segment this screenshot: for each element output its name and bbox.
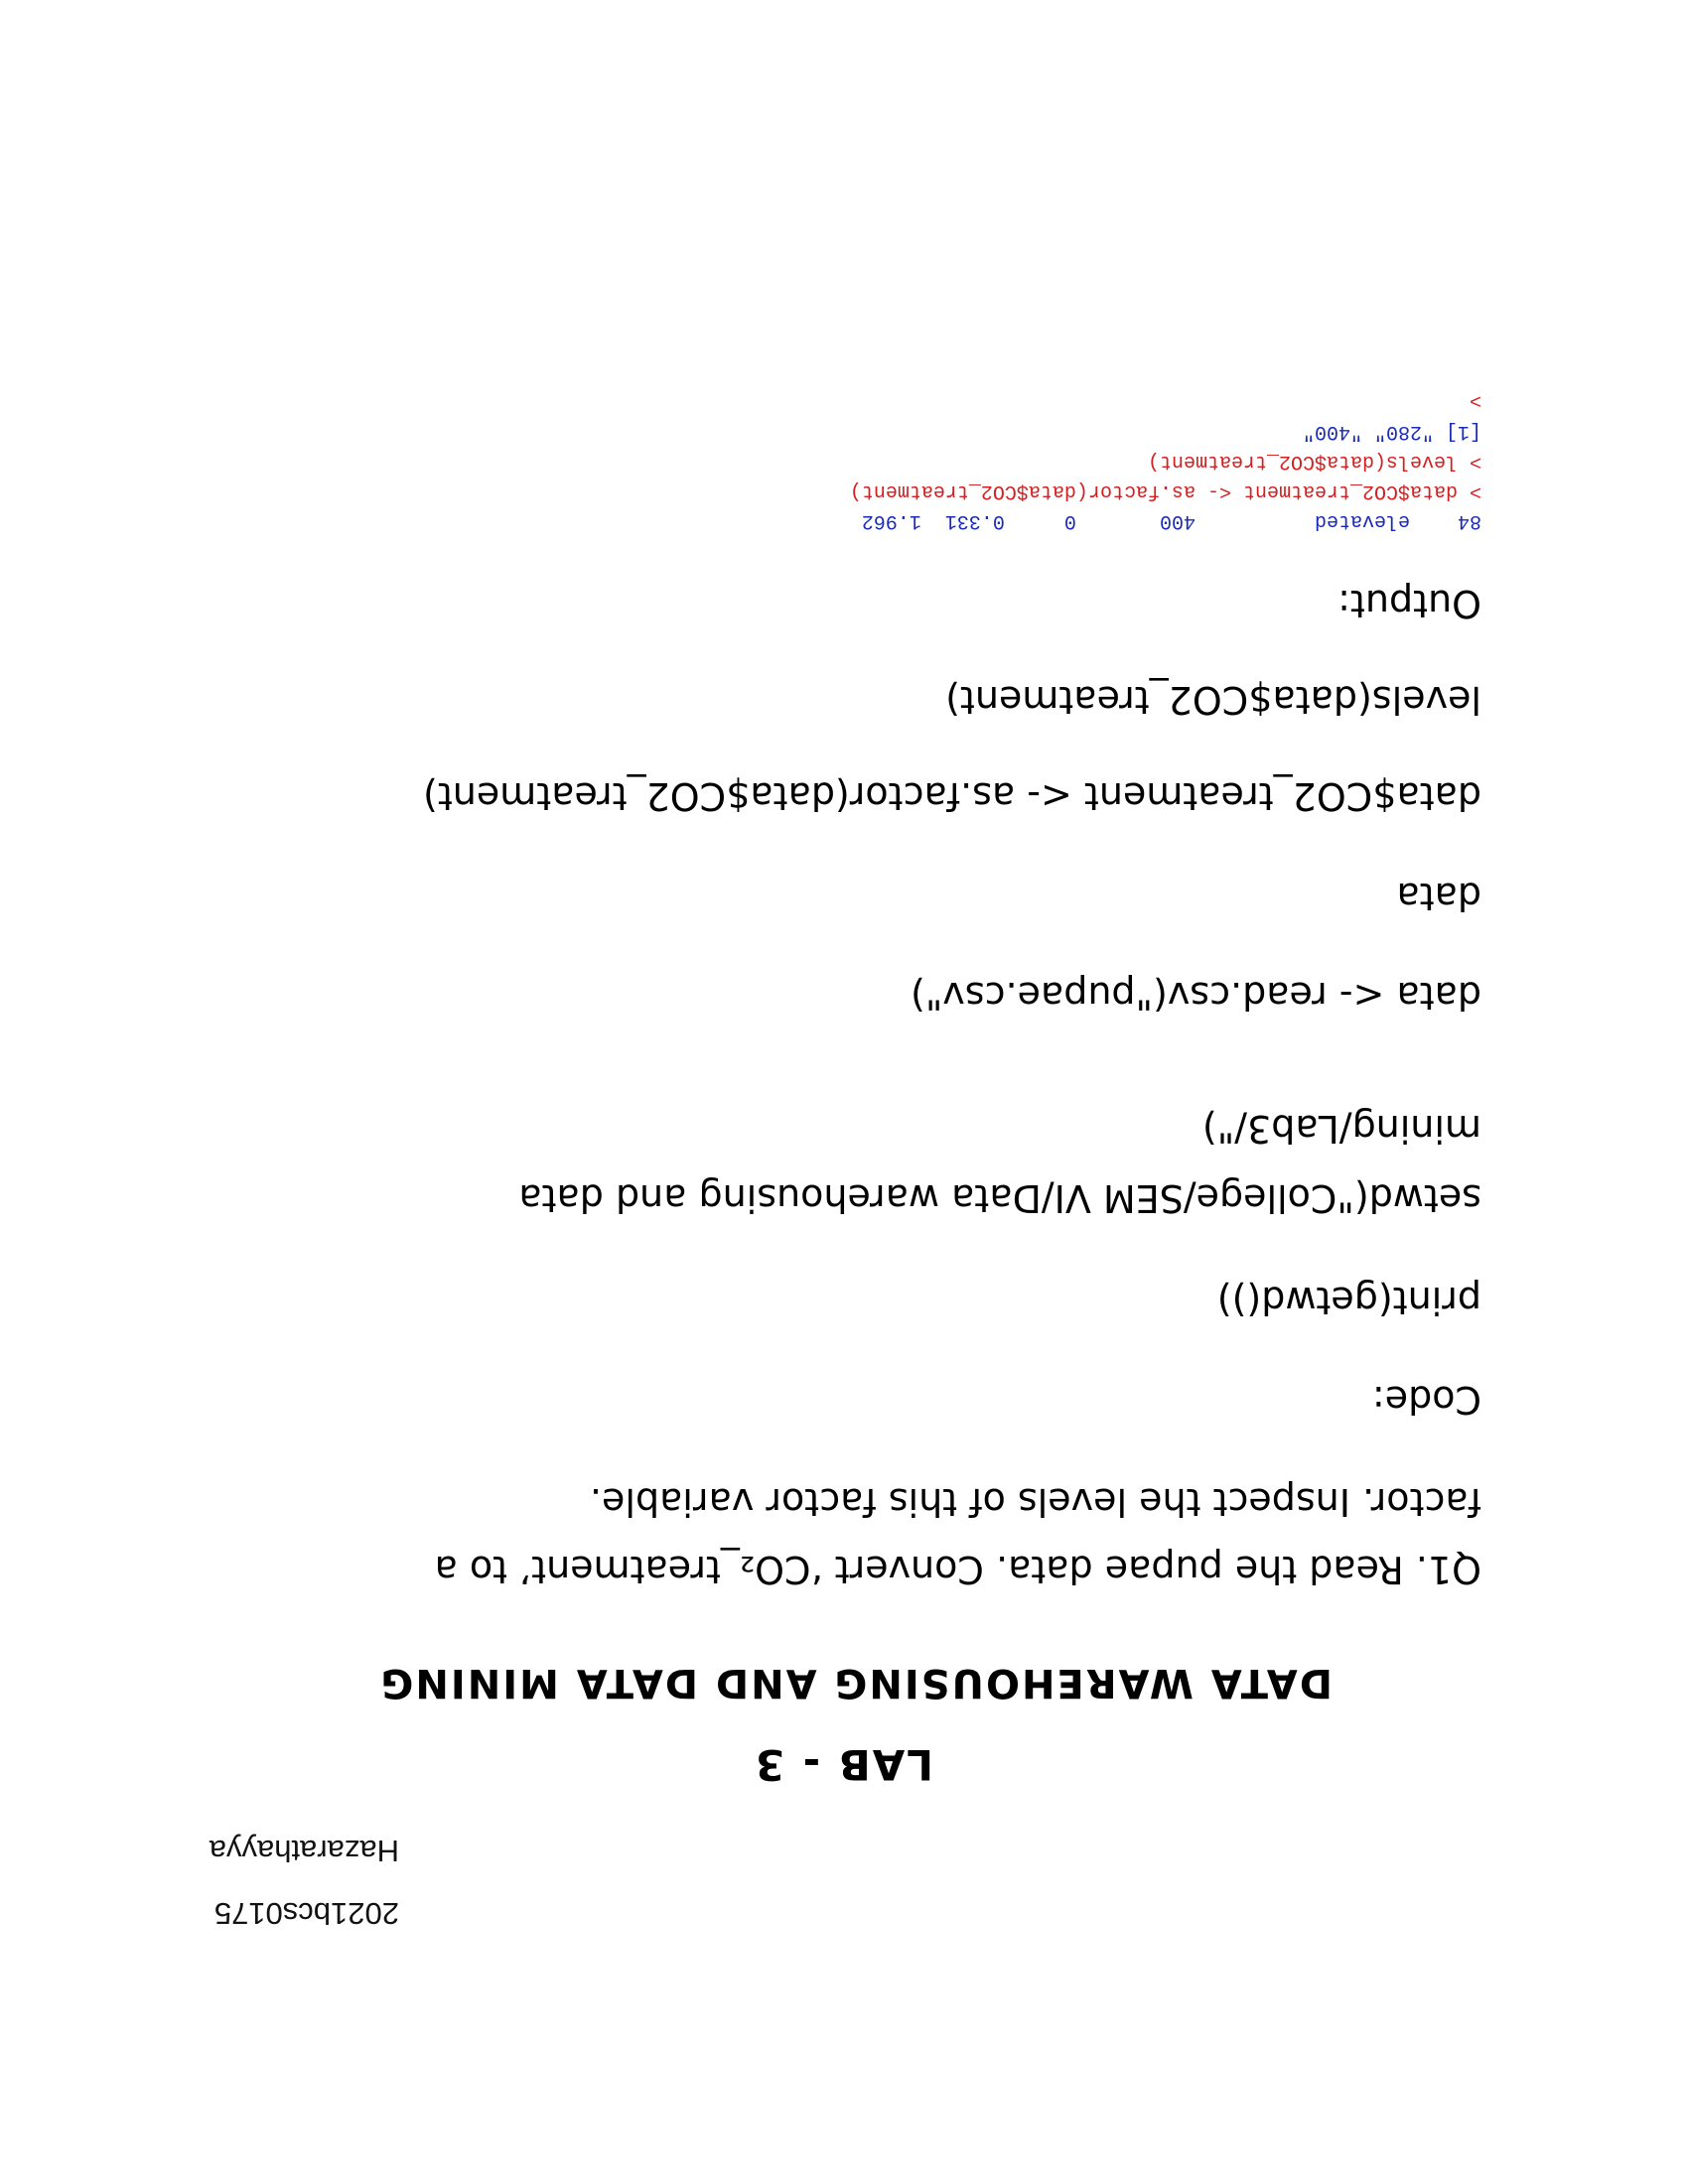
- console-line: > levels(data$CO2_treatment): [1147, 450, 1481, 473]
- question-line-2: factor. Inspect the levels of this factor variable.: [589, 1480, 1481, 1524]
- console-line: 84 elevated 400 0 0.331 1.962: [861, 509, 1481, 532]
- code-label: Code:: [1371, 1378, 1481, 1422]
- console-line: >: [1469, 388, 1481, 411]
- output-label: Output:: [1337, 582, 1481, 625]
- code-line: levels(data$CO2_treatment): [945, 678, 1481, 722]
- code-line: data <- read.csv("pupae.csv"): [911, 974, 1481, 1018]
- code-line: setwd("College/SEM VI/Data warehousing and data: [518, 1176, 1481, 1220]
- student-id: 2021bcs0175: [213, 1896, 399, 1931]
- student-name: Hazarathayya: [209, 1834, 399, 1868]
- console-line: [1] "280" "400": [1302, 420, 1481, 443]
- console-line: > data$CO2_treatment <- as.factor(data$CO2_treatment): [849, 479, 1481, 502]
- course-title: DATA WAREHOUSING AND DATA MINING: [378, 1660, 1333, 1706]
- lab-title: LAB - 3: [753, 1740, 933, 1789]
- code-line: mining/Lab3/"): [1201, 1107, 1481, 1151]
- console-output-screenshot: [598, 361, 1481, 532]
- question-line-1: Q1. Read the pupae data. Convert ‘CO₂_treatment’ to a: [434, 1548, 1481, 1591]
- code-line: data: [1396, 875, 1481, 918]
- code-line: print(getwd()): [1216, 1279, 1481, 1322]
- code-line: data$CO2_treatment <- as.factor(data$CO2_treatment): [423, 774, 1481, 818]
